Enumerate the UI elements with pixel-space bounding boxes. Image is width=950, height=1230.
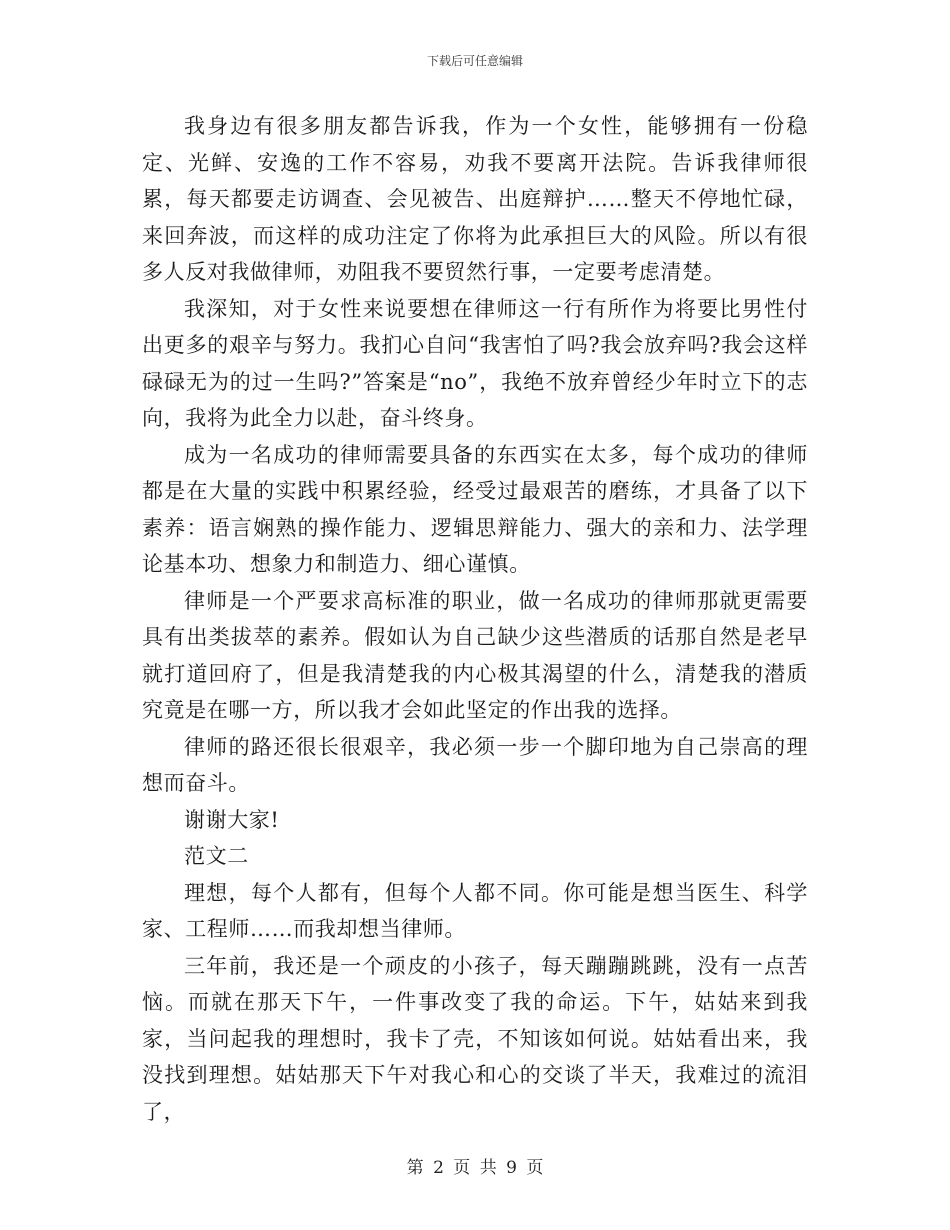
page-header-note: 下载后可任意编辑: [426, 54, 523, 68]
paragraph-6: 理想，每个人都有，但每个人都不同。你可能是想当医生、科学家、工程师……而我却想当律师。: [142, 880, 808, 941]
paragraph-2: 我深知，对于女性来说要想在律师这一行有所作为将要比男性付出更多的艰辛与努力。我扪心自问“我害怕了吗?我会放弃吗?我会这样碌碌无为的过一生吗?”答案是“no”，我绝不放弃曾经少年时立下的志向，我将为此全力以赴，奋斗终身。: [142, 296, 808, 430]
paragraph-5: 律师的路还很长很艰辛，我必须一步一个脚印地为自己崇高的理想而奋斗。: [142, 734, 808, 795]
paragraph-1: 我身边有很多朋友都告诉我，作为一个女性，能够拥有一份稳定、光鲜、安逸的工作不容易，劝我不要离开法院。告诉我律师很累，每天都要走访调查、会见被告、出庭辩护……整天不停地忙碌，来回奔波，而这样的成功注定了你将为此承担巨大的风险。所以有很多人反对我做律师，劝阻我不要贸然行事，一定要考虑清楚。: [142, 114, 808, 284]
section-heading: 范文二: [184, 844, 249, 868]
page-number: 第 2 页 共 9 页: [406, 1158, 544, 1178]
paragraph-7: 三年前，我还是一个顽皮的小孩子，每天蹦蹦跳跳，没有一点苦恼。而就在那天下午，一件事改变了我的命运。下午，姑姑来到我家，当问起我的理想时，我卡了壳，不知该如何说。姑姑看出来，我没找到理想。姑姑那天下午对我心和心的交谈了半天，我难过的流泪了，: [142, 953, 808, 1124]
paragraph-3: 成为一名成功的律师需要具备的东西实在太多，每个成功的律师都是在大量的实践中积累经验，经受过最艰苦的磨练，才具备了以下素养：语言娴熟的操作能力、逻辑思辩能力、强大的亲和力、法学理论基本功、想象力和制造力、细心谨慎。: [142, 442, 808, 576]
paragraph-thanks: 谢谢大家!: [184, 807, 280, 832]
paragraph-4: 律师是一个严要求高标准的职业，做一名成功的律师那就更需要具有出类拔萃的素养。假如认为自己缺少这些潜质的话那自然是老早就打道回府了，但是我清楚我的内心极其渴望的什么，清楚我的潜质究竟是在哪一方，所以我才会如此坚定的作出我的选择。: [142, 588, 808, 722]
document-body: [142, 108, 808, 1130]
